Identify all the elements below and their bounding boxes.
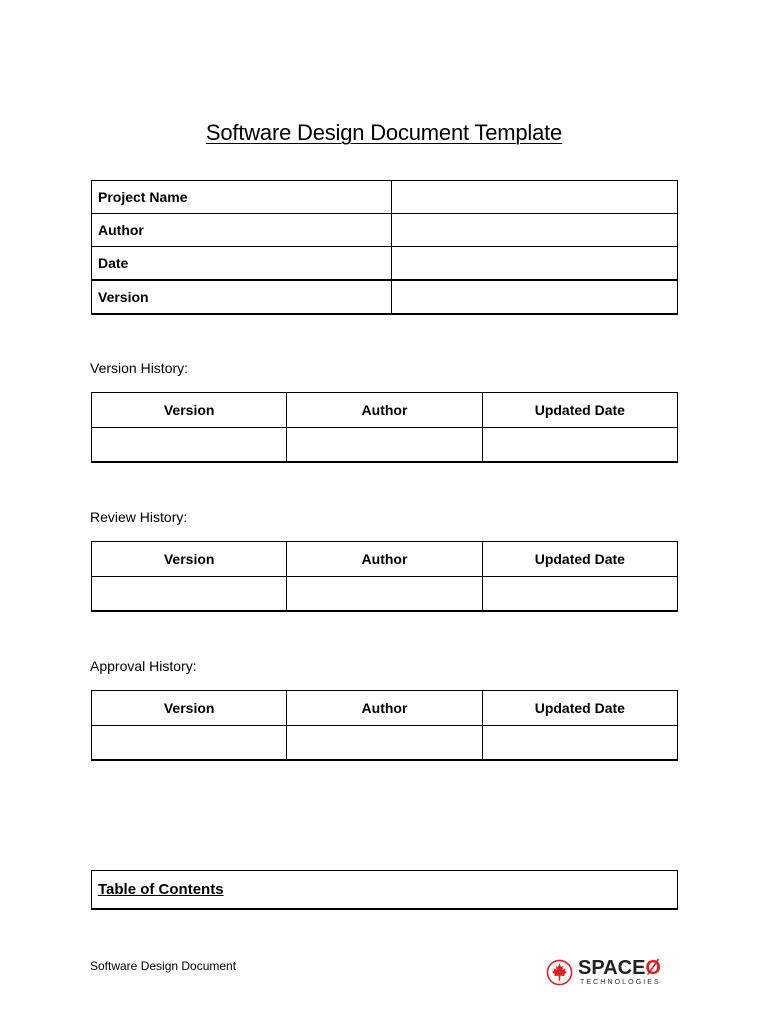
table-cell [482,428,677,463]
author-value [392,214,678,247]
column-header-updated-date: Updated Date [482,393,677,428]
table-cell [287,428,482,463]
table-of-contents-heading: Table of Contents [92,871,678,910]
table-row [92,726,678,761]
date-label: Date [92,247,392,281]
document-title: Software Design Document Template [205,120,563,145]
logo-wordmark [578,957,661,980]
column-header-author: Author [287,393,482,428]
logo-subtitle: TECHNOLOGIES [580,979,661,986]
version-history-label: Version History: [90,360,189,376]
table-header-row [92,542,678,577]
table-cell [482,577,677,612]
table-cell [287,577,482,612]
column-header-version: Version [92,393,287,428]
table-row [92,181,678,214]
date-value [392,247,678,281]
column-header-updated-date: Updated Date [482,542,677,577]
column-header-updated-date: Updated Date [482,691,677,726]
project-info-table [91,180,678,315]
logo-accent-text: Ø [645,957,661,979]
table-cell [92,726,287,761]
approval-history-table [91,690,678,761]
table-cell [287,726,482,761]
column-header-author: Author [287,691,482,726]
table-header-row [92,393,678,428]
table-row [92,871,678,910]
table-cell [482,726,677,761]
table-of-contents-box [91,870,678,910]
table-cell [92,577,287,612]
review-history-label: Review History: [90,509,188,525]
logo-main-text: SPACE [578,957,646,979]
table-row [92,280,678,314]
project-name-label: Project Name [92,181,392,214]
company-logo [546,957,676,991]
version-value [392,280,678,314]
table-row [92,577,678,612]
column-header-author: Author [287,542,482,577]
version-history-table [91,392,678,463]
maple-leaf-icon [546,959,573,986]
approval-history-label: Approval History: [90,658,197,674]
table-header-row [92,691,678,726]
table-row [92,247,678,281]
project-name-value [392,181,678,214]
column-header-version: Version [92,542,287,577]
footer-document-name: Software Design Document [90,959,237,973]
review-history-table [91,541,678,612]
version-label: Version [92,280,392,314]
table-cell [92,428,287,463]
table-row [92,214,678,247]
author-label: Author [92,214,392,247]
table-row [92,428,678,463]
column-header-version: Version [92,691,287,726]
